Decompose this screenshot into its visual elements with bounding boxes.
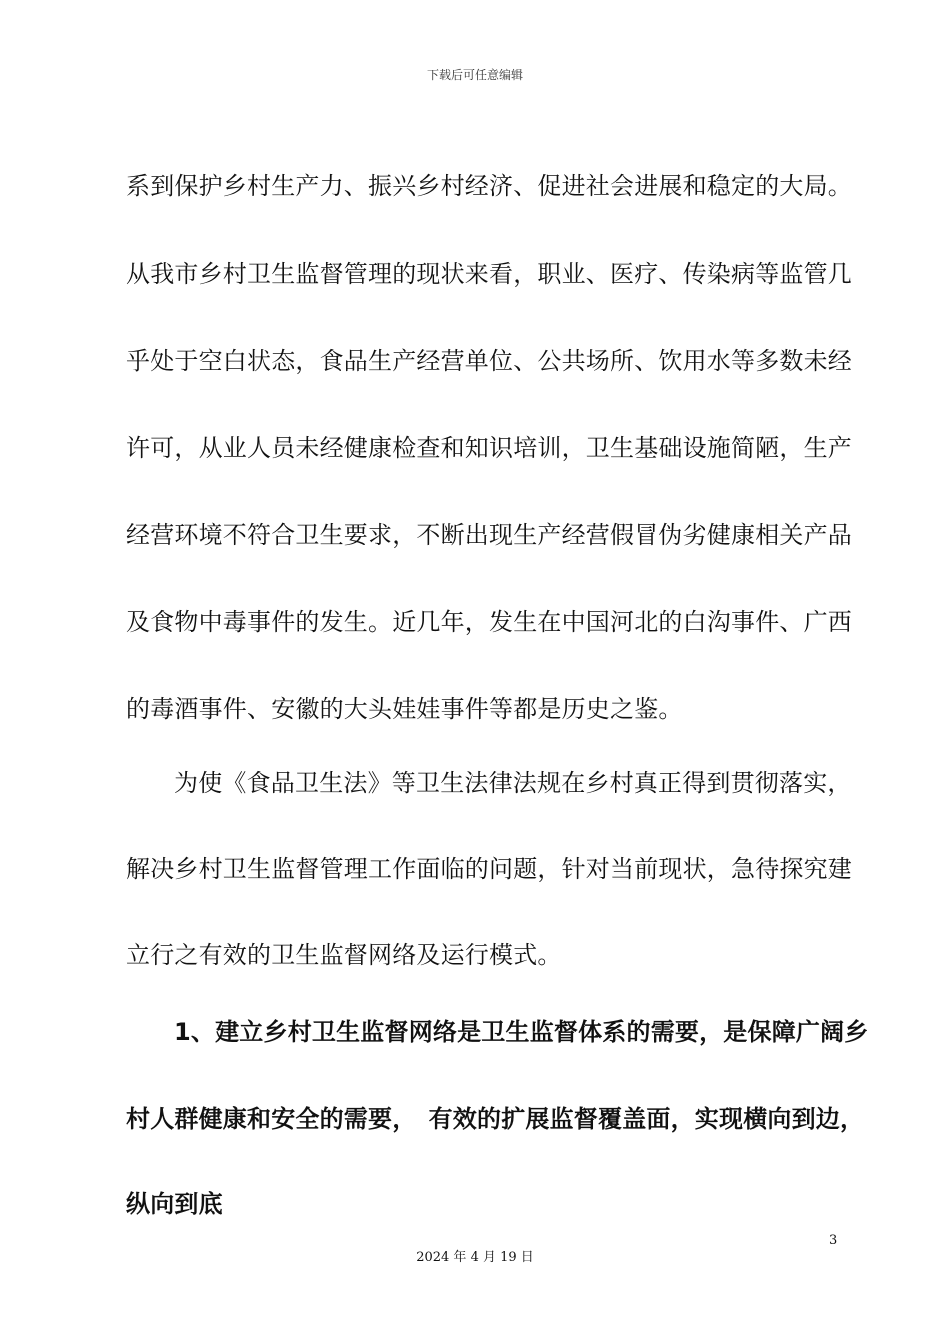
body-line: 从我市乡村卫生监督管理的现状来看，职业、医疗、传染病等监管几 (126, 260, 852, 288)
body-line: 立行之有效的卫生监督网络及运行模式。 (126, 941, 562, 969)
body-line: 解决乡村卫生监督管理工作面临的问题，针对当前现状，急待探究建 (126, 855, 852, 883)
body-line: 及食物中毒事件的发生。近几年，发生在中国河北的白沟事件、广西 (126, 608, 852, 636)
body-line: 许可，从业人员未经健康检查和知识培训，卫生基础设施简陋，生产 (126, 434, 852, 462)
section-heading-line: 纵向到底 (126, 1190, 223, 1218)
section-heading-line: 1、建立乡村卫生监督网络是卫生监督体系的需要，是保障广阔乡 (174, 1018, 869, 1046)
footer-date: 2024 年 4 月 19 日 (416, 1250, 534, 1265)
body-line: 经营环境不符合卫生要求，不断出现生产经营假冒伪劣健康相关产品 (126, 521, 852, 549)
body-line: 乎处于空白状态，食品生产经营单位、公共场所、饮用水等多数未经 (126, 347, 852, 375)
page-number: 3 (829, 1233, 838, 1248)
body-line: 的毒酒事件、安徽的大头娃娃事件等都是历史之鉴。 (126, 695, 683, 723)
header-note: 下载后可任意编辑 (426, 68, 523, 82)
section-heading-line: 村人群健康和安全的需要， 有效的扩展监督覆盖面，实现横向到边， (126, 1105, 865, 1133)
paragraph-first-line: 为使《食品卫生法》等卫生法律法规在乡村真正得到贯彻落实， (174, 769, 852, 797)
body-line: 系到保护乡村生产力、振兴乡村经济、促进社会进展和稳定的大局。 (126, 172, 852, 200)
